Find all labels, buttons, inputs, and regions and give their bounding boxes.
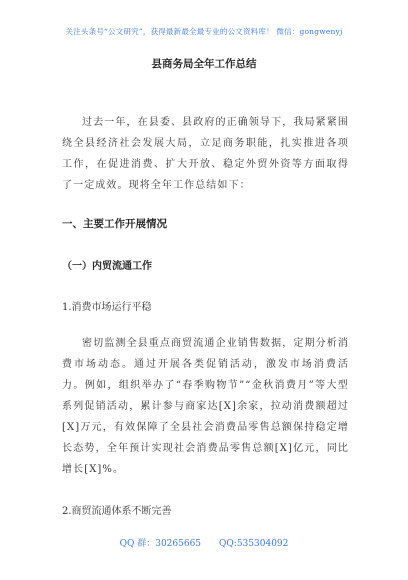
footer-qq: QQ:535304092 [219, 539, 289, 549]
intro-paragraph: 过去一年，在县委、县政府的正确领导下，我局紧紧围绕全县经济社会发展大局，立足商务职能，扎实推进各项工作，在促进消费、扩大开放、稳定外贸外资等方面取得了一定成效。现将全年工作总结如下： [62, 117, 349, 191]
document-title: 县商务局全年工作总结 [151, 58, 257, 70]
section-heading-main-work: 一、主要工作开展情况 [62, 218, 167, 230]
header-banner: 关注头条号“公文研究”，获得最新最全最专业的公文资料库！ 微信：gongwenyj [65, 27, 343, 36]
footer-qq-group: QQ 群：30265665 [119, 539, 202, 549]
footer-contact [0, 536, 408, 549]
item-paragraph-consumer-market: 密切监测全县重点商贸流通企业销售数据，定期分析消费市场动态。通过开展各类促销活动，激发市场消费活力。例如，组织举办了“春季购物节”“金秋消费月”等大型系列促销活动，累计参与商家达[X]余家，拉动消费额超过[X]万元，有效保障了全县社会消费品零售总额保持稳定增长态势，全年预计实现社会消费品零售总额[X]亿元，同比增长[X]%。 [62, 338, 349, 475]
subsection-heading-domestic-trade: （一）内贸流通工作 [62, 261, 152, 272]
item-heading-trade-system: 2.商贸流通体系不断完善 [62, 506, 172, 517]
document-body [62, 112, 349, 517]
item-heading-consumer-market: 1.消费市场运行平稳 [62, 302, 152, 313]
